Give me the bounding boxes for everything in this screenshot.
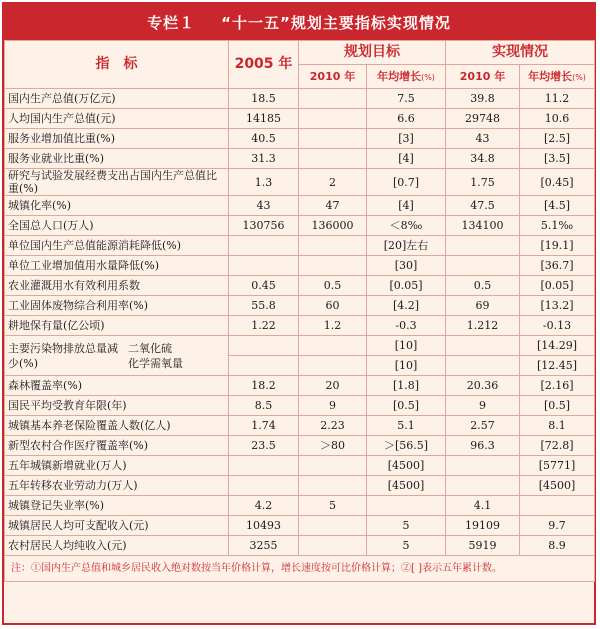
real-2010: 4.1 — [446, 496, 520, 516]
table-row — [5, 436, 595, 456]
indicator-panel — [2, 2, 596, 625]
table-row — [5, 416, 595, 436]
real-2010: 5919 — [446, 536, 520, 556]
real-2010 — [446, 256, 520, 276]
value-2005: 0.45 — [229, 276, 299, 296]
value-2005: 14185 — [229, 109, 299, 129]
pollutant-label: 主要污染物排放总量减少(%) 二氧化硫 化学需氧量 — [5, 336, 229, 376]
plan-growth: [4.2] — [367, 296, 446, 316]
table-row — [5, 496, 595, 516]
indicator-name: 新型农村合作医疗覆盖率(%) — [5, 436, 229, 456]
table-row — [5, 109, 595, 129]
plan-2010: 2.23 — [299, 416, 367, 436]
value-2005: 18.5 — [229, 89, 299, 109]
table-row — [5, 376, 595, 396]
value-2005: 4.2 — [229, 496, 299, 516]
plan-2010 — [299, 149, 367, 169]
real-2010: 9 — [446, 396, 520, 416]
plan-growth: [4500] — [367, 476, 446, 496]
plan-2010: ＞80 — [299, 436, 367, 456]
real-2010: 20.36 — [446, 376, 520, 396]
value-2005 — [229, 256, 299, 276]
value-2005: 8.5 — [229, 396, 299, 416]
header-indicator: 指 标 — [5, 41, 229, 89]
value-2005: 1.74 — [229, 416, 299, 436]
pollutant-so2-plan: [10] — [367, 336, 446, 356]
header-real-2010: 2010 年 — [446, 65, 520, 89]
plan-growth: [4] — [367, 196, 446, 216]
indicator-name: 服务业增加值比重(%) — [5, 129, 229, 149]
value-2005: 31.3 — [229, 149, 299, 169]
plan-growth: [30] — [367, 256, 446, 276]
plan-2010 — [299, 456, 367, 476]
value-2005: 130756 — [229, 216, 299, 236]
plan-2010: 136000 — [299, 216, 367, 236]
real-2010: 29748 — [446, 109, 520, 129]
table-row — [5, 169, 595, 196]
indicator-name: 城镇基本养老保险覆盖人数(亿人) — [5, 416, 229, 436]
plan-2010: 9 — [299, 396, 367, 416]
real-2010: 39.8 — [446, 89, 520, 109]
plan-growth: [4500] — [367, 456, 446, 476]
real-2010 — [446, 476, 520, 496]
real-2010: 43 — [446, 129, 520, 149]
indicator-name: 城镇居民人均可支配收入(元) — [5, 516, 229, 536]
table-row — [5, 316, 595, 336]
plan-growth: [0.7] — [367, 169, 446, 196]
real-growth: [72.8] — [520, 436, 595, 456]
table-row — [5, 516, 595, 536]
real-growth — [520, 496, 595, 516]
plan-growth: [20]左右 — [367, 236, 446, 256]
table-row — [5, 276, 595, 296]
indicator-name: 森林覆盖率(%) — [5, 376, 229, 396]
indicator-name: 服务业就业比重(%) — [5, 149, 229, 169]
table-row — [5, 196, 595, 216]
table-row — [5, 456, 595, 476]
header-plan-2010: 2010 年 — [299, 65, 367, 89]
real-2010: 19109 — [446, 516, 520, 536]
real-growth: [3.5] — [520, 149, 595, 169]
panel-title-bar — [4, 4, 594, 40]
real-2010: 1.212 — [446, 316, 520, 336]
value-2005: 23.5 — [229, 436, 299, 456]
table-row — [5, 536, 595, 556]
plan-growth: ＜8‰ — [367, 216, 446, 236]
indicator-name: 研究与试验发展经费支出占国内生产总值比重(%) — [5, 169, 229, 196]
plan-growth — [367, 496, 446, 516]
indicator-table — [4, 40, 595, 582]
indicator-name: 城镇登记失业率(%) — [5, 496, 229, 516]
plan-growth: [1.8] — [367, 376, 446, 396]
real-growth: [0.45] — [520, 169, 595, 196]
real-2010: 69 — [446, 296, 520, 316]
table-row — [5, 476, 595, 496]
pollutant-group — [5, 336, 595, 376]
plan-2010 — [299, 516, 367, 536]
real-growth: 9.7 — [520, 516, 595, 536]
plan-2010 — [299, 256, 367, 276]
plan-growth: [0.05] — [367, 276, 446, 296]
real-growth: [2.16] — [520, 376, 595, 396]
panel-label: 专栏１ — [147, 13, 196, 32]
real-growth: [36.7] — [520, 256, 595, 276]
footnote: 注：①国内生产总值和城乡居民收入绝对数按当年价格计算，增长速度按可比价格计算；②[ ]表示五年累计数。 — [5, 556, 595, 582]
table-row — [5, 396, 595, 416]
table-row — [5, 216, 595, 236]
panel-title: “十一五”规划主要指标实现情况 — [221, 13, 451, 32]
pollutant-cod-plan: [10] — [367, 356, 446, 376]
header-2005: 2005 年 — [229, 41, 299, 89]
real-growth: [0.05] — [520, 276, 595, 296]
plan-growth: [4] — [367, 149, 446, 169]
pollutant-cod: 化学需氧量 — [128, 356, 183, 370]
indicator-name: 国民平均受教育年限(年) — [5, 396, 229, 416]
real-growth: [19.1] — [520, 236, 595, 256]
header-real-growth: 年均增长(%) — [520, 65, 595, 89]
value-2005: 1.3 — [229, 169, 299, 196]
table-row — [5, 89, 595, 109]
pollutant-cod-real: [12.45] — [520, 356, 595, 376]
value-2005: 40.5 — [229, 129, 299, 149]
pollutant-so2-real: [14.29] — [520, 336, 595, 356]
value-2005: 43 — [229, 196, 299, 216]
real-2010: 34.8 — [446, 149, 520, 169]
real-growth: 11.2 — [520, 89, 595, 109]
value-2005 — [229, 476, 299, 496]
plan-growth: 7.5 — [367, 89, 446, 109]
plan-growth: [3] — [367, 129, 446, 149]
plan-2010 — [299, 89, 367, 109]
value-2005: 10493 — [229, 516, 299, 536]
indicator-name: 耕地保有量(亿公顷) — [5, 316, 229, 336]
header-realized: 实现情况 — [446, 41, 595, 65]
table-row — [5, 296, 595, 316]
plan-growth: 6.6 — [367, 109, 446, 129]
pollutant-so2: 二氧化硫 — [128, 341, 172, 355]
real-growth: [5771] — [520, 456, 595, 476]
table-row — [5, 129, 595, 149]
plan-growth: ＞[56.5] — [367, 436, 446, 456]
indicator-name: 农业灌溉用水有效利用系数 — [5, 276, 229, 296]
table-row — [5, 236, 595, 256]
real-2010: 2.57 — [446, 416, 520, 436]
plan-2010 — [299, 536, 367, 556]
plan-growth: [0.5] — [367, 396, 446, 416]
real-2010 — [446, 236, 520, 256]
real-growth: 5.1‰ — [520, 216, 595, 236]
plan-growth: 5 — [367, 536, 446, 556]
plan-2010: 5 — [299, 496, 367, 516]
value-2005 — [229, 456, 299, 476]
plan-2010: 60 — [299, 296, 367, 316]
real-2010: 0.5 — [446, 276, 520, 296]
plan-2010: 47 — [299, 196, 367, 216]
plan-growth: 5 — [367, 516, 446, 536]
real-growth: [4.5] — [520, 196, 595, 216]
real-2010: 47.5 — [446, 196, 520, 216]
plan-2010: 1.2 — [299, 316, 367, 336]
indicator-name: 国内生产总值(万亿元) — [5, 89, 229, 109]
indicator-name: 五年城镇新增就业(万人) — [5, 456, 229, 476]
plan-2010 — [299, 109, 367, 129]
real-growth: [13.2] — [520, 296, 595, 316]
real-2010 — [446, 456, 520, 476]
real-growth: [2.5] — [520, 129, 595, 149]
plan-growth: 5.1 — [367, 416, 446, 436]
real-growth: [0.5] — [520, 396, 595, 416]
plan-growth: -0.3 — [367, 316, 446, 336]
value-2005: 18.2 — [229, 376, 299, 396]
plan-2010 — [299, 129, 367, 149]
value-2005 — [229, 236, 299, 256]
real-growth: -0.13 — [520, 316, 595, 336]
indicator-name: 农村居民人均纯收入(元) — [5, 536, 229, 556]
value-2005: 55.8 — [229, 296, 299, 316]
header-plan-growth: 年均增长(%) — [367, 65, 446, 89]
plan-2010 — [299, 236, 367, 256]
indicator-name: 单位国内生产总值能源消耗降低(%) — [5, 236, 229, 256]
indicator-name: 单位工业增加值用水量降低(%) — [5, 256, 229, 276]
real-growth: [4500] — [520, 476, 595, 496]
real-2010: 134100 — [446, 216, 520, 236]
header-plan-target: 规划目标 — [299, 41, 446, 65]
indicator-name: 全国总人口(万人) — [5, 216, 229, 236]
indicator-name: 工业固体废物综合利用率(%) — [5, 296, 229, 316]
plan-2010: 2 — [299, 169, 367, 196]
real-2010: 1.75 — [446, 169, 520, 196]
plan-2010: 0.5 — [299, 276, 367, 296]
plan-2010: 20 — [299, 376, 367, 396]
indicator-name: 人均国内生产总值(元) — [5, 109, 229, 129]
value-2005: 1.22 — [229, 316, 299, 336]
plan-2010 — [299, 476, 367, 496]
indicator-name: 城镇化率(%) — [5, 196, 229, 216]
real-2010: 96.3 — [446, 436, 520, 456]
real-growth: 8.1 — [520, 416, 595, 436]
table-row — [5, 256, 595, 276]
real-growth: 10.6 — [520, 109, 595, 129]
table-row — [5, 149, 595, 169]
real-growth: 8.9 — [520, 536, 595, 556]
indicator-name: 五年转移农业劳动力(万人) — [5, 476, 229, 496]
value-2005: 3255 — [229, 536, 299, 556]
